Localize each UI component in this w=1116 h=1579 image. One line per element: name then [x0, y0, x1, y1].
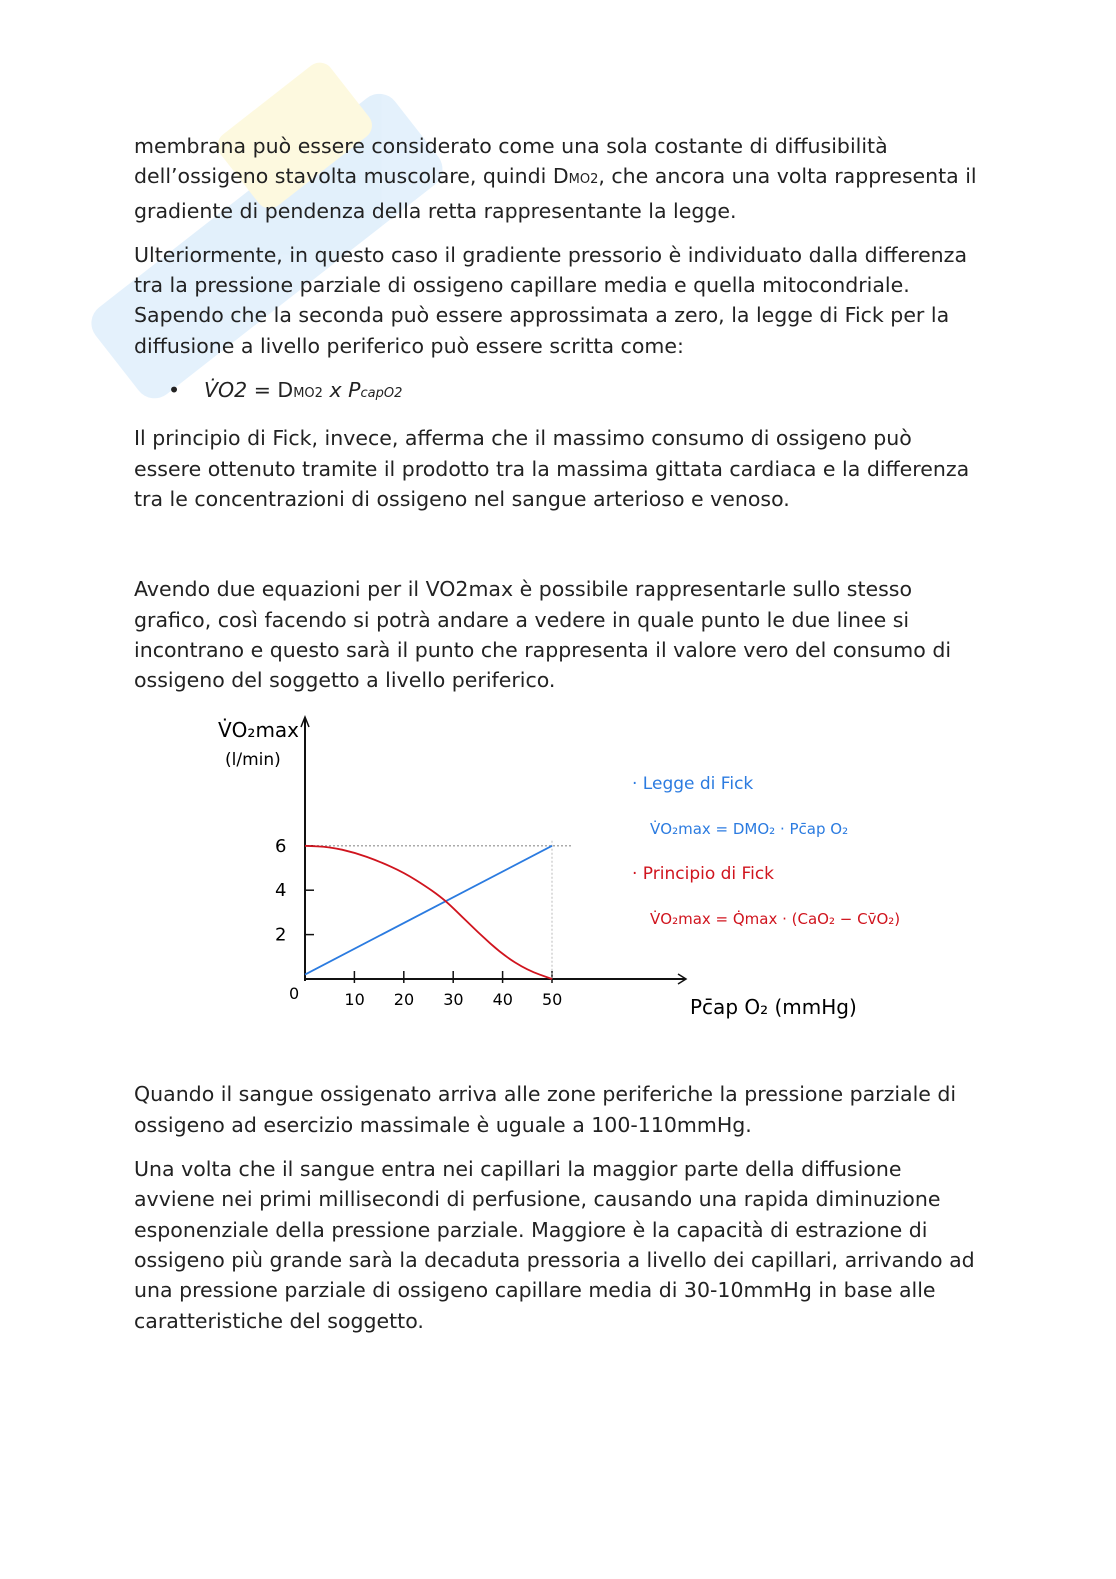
- legend-formula: V̇O₂max = Q̇max · (CaO₂ − Cv̄O₂): [650, 910, 901, 929]
- paragraph-avendo: Avendo due equazioni per il VO2max è possibile rappresentarle sullo stesso grafico, così facendo si potrà andare a vedere in quale punto le due linee si incontrano e questo sarà il punto che rappresenta il valore vero del consumo di ossigeno del soggetto a livello periferico.: [134, 577, 952, 693]
- document-body: [134, 131, 984, 1350]
- legend-title: · Legge di Fick: [632, 774, 754, 795]
- x-tick-label: 20: [393, 990, 415, 1010]
- paragraph-principio: Il principio di Fick, invece, afferma che il massimo consumo di ossigeno può essere ottenuto tramite il prodotto tra la massima gittata cardiaca e la differenza tra le concentrazioni di ossigeno nel sangue arterioso e venoso.: [134, 426, 970, 511]
- y-tick-label: 2: [275, 925, 287, 947]
- paragraph-membrana: membrana può essere considerato come una sola costante di diffusibilità dell’ossigeno stavolta muscolare, quindi DMO2, che ancora una volta rappresenta il gradiente di pendenza della retta rappresentante la legge.: [134, 134, 977, 223]
- x-tick-label: 40: [492, 990, 513, 1010]
- series-line-legge: [305, 846, 552, 975]
- chart-svg: [0, 709, 901, 1069]
- vo2max-graph: [0, 709, 901, 1069]
- origin-label: 0: [289, 984, 300, 1004]
- y-axis-label: V̇O₂max: [218, 718, 300, 743]
- legend-formula: V̇O₂max = DMO₂ · Pc̄ap O₂: [650, 820, 849, 839]
- x-tick-label: 30: [443, 990, 464, 1010]
- y-tick-label: 4: [275, 880, 287, 902]
- y-tick-label: 6: [275, 836, 287, 858]
- paragraph-una-volta: Una volta che il sangue entra nei capillari la maggior parte della diffusione avviene nei primi millisecondi di perfusione, causando una rapida diminuzione esponenziale della pressione parziale. Maggiore è la capacità di estrazione di ossigeno più grande sarà la decaduta pressoria a livello dei capillari, arrivando ad una pressione parziale di ossigeno capillare media di 30-10mmHg in base alle caratteristiche del soggetto.: [134, 1157, 975, 1333]
- paragraph-quando: Quando il sangue ossigenato arriva alle zone periferiche la pressione parziale di ossigeno ad esercizio massimale è uguale a 100-110mmHg.: [134, 1082, 957, 1137]
- y-axis-unit: (l/min): [225, 750, 281, 771]
- x-axis-label: Pc̄ap O₂ (mmHg): [690, 995, 857, 1020]
- x-tick-label: 50: [542, 990, 563, 1010]
- formula-bullet: • V̇O2 = DMO2 x PcapO2: [168, 378, 403, 403]
- legend-title: · Principio di Fick: [632, 864, 775, 885]
- paragraph-ulteriormente: Ulteriormente, in questo caso il gradiente pressorio è individuato dalla differenza tra la pressione parziale di ossigeno capillare media e quella mitocondriale. Sapendo che la seconda può essere approssimata a zero, la legge di Fick per la diffusione a livello periferico può essere scritta come:: [134, 242, 968, 358]
- x-tick-label: 10: [344, 990, 365, 1010]
